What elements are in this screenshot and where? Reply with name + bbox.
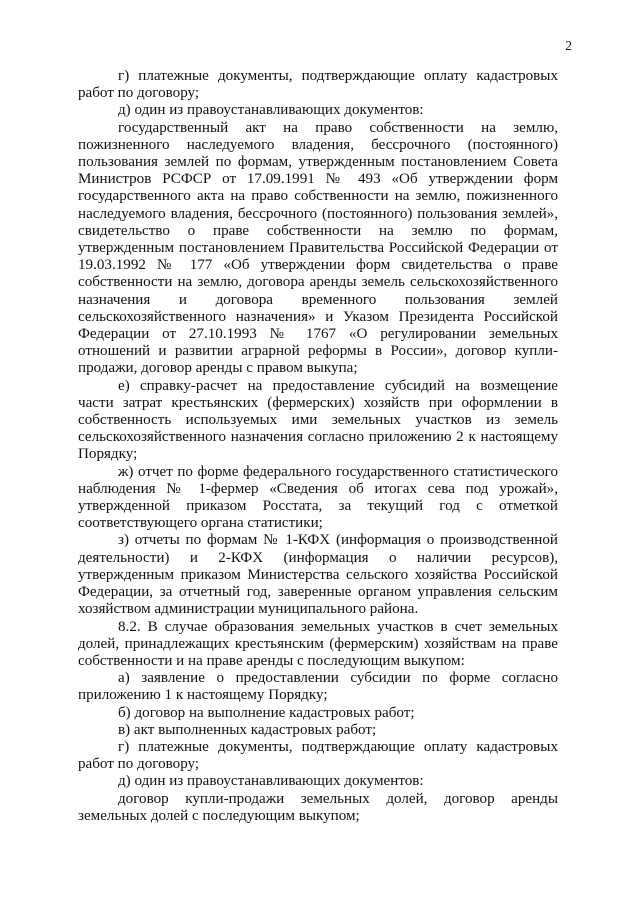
page-number: 2 <box>565 38 572 53</box>
paragraph-d-title-docs: д) один из правоустанавливающих документов: <box>118 102 424 119</box>
paragraph-share-contracts: договор купли-продажи земельных долей, договор аренды земельных долей с последующим выкупом; <box>78 790 558 824</box>
document-body <box>78 68 558 825</box>
paragraph-v-act: в) акт выполненных кадастровых работ; <box>118 721 377 738</box>
paragraph-a-application: а) заявление о предоставлении субсидии по форме согласно приложению 1 к настоящему Порядку; <box>78 670 558 704</box>
paragraph-e-calculation: е) справку-расчет на предоставление субсидий на возмещение части затрат крестьянских (фермерских) хозяйств при оформлении в собственность используемых ими земельных участков из земель сельскохозяйственного назначения согласно приложению 2 к настоящему Порядку; <box>78 377 558 463</box>
paragraph-section-8-2: 8.2. В случае образования земельных участков в счет земельных долей, принадлежащих крестьянским (фермерским) хозяйствам на праве собственности и на праве аренды с последующим выкупом: <box>78 618 558 669</box>
paragraph-state-act: государственный акт на право собственности на землю, пожизненного наследуемого владения, бессрочного (постоянного) пользования землей по формам, утвержденным постановлением Совета Министров РСФСР от 17.09.1991 № 493 «Об утверждении форм государственного акта на право собственности на землю, пожизненного наследуемого владения, бессрочного (постоянного) пользования землей», свидетельство о праве собственности на землю по формам, утвержденным постановлением Правительства Российской Федерации от 19.03.1992 № 177 «Об утверждении форм свидетельства о праве собственности на землю, договора аренды земель сельскохозяйственного назначения и договора временного пользования землей сельскохозяйственного назначения» и Указом Президента Российской Федерации от 27.10.1993 № 1767 «О регулировании земельных отношений и развитии аграрной реформы в России», договор купли-продажи, договор аренды с правом выкупа; <box>78 119 558 377</box>
paragraph-d-title-docs-2: д) один из правоустанавливающих документов: <box>118 773 424 790</box>
paragraph-g-payment-docs: г) платежные документы, подтверждающие оплату кадастровых работ по договору; <box>78 68 558 102</box>
paragraph-z-kfh-reports: з) отчеты по формам № 1-КФХ (информация о производственной деятельности) и 2-КФХ (информация о наличии ресурсов), утвержденным приказом Министерства сельского хозяйства Российской Федерации, за отчетный год, заверенные органом управления сельским хозяйством администрации муниципального района. <box>78 532 558 618</box>
paragraph-g-payment-docs-2: г) платежные документы, подтверждающие оплату кадастровых работ по договору; <box>78 738 558 773</box>
paragraph-zh-statistics-report: ж) отчет по форме федерального государственного статистического наблюдения № 1-фермер «Сведения об итогах сева под урожай», утвержденной приказом Росстата, за текущий год с отметкой соответствующего органа статистики; <box>78 463 558 532</box>
paragraph-b-contract: б) договор на выполнение кадастровых работ; <box>118 704 415 721</box>
